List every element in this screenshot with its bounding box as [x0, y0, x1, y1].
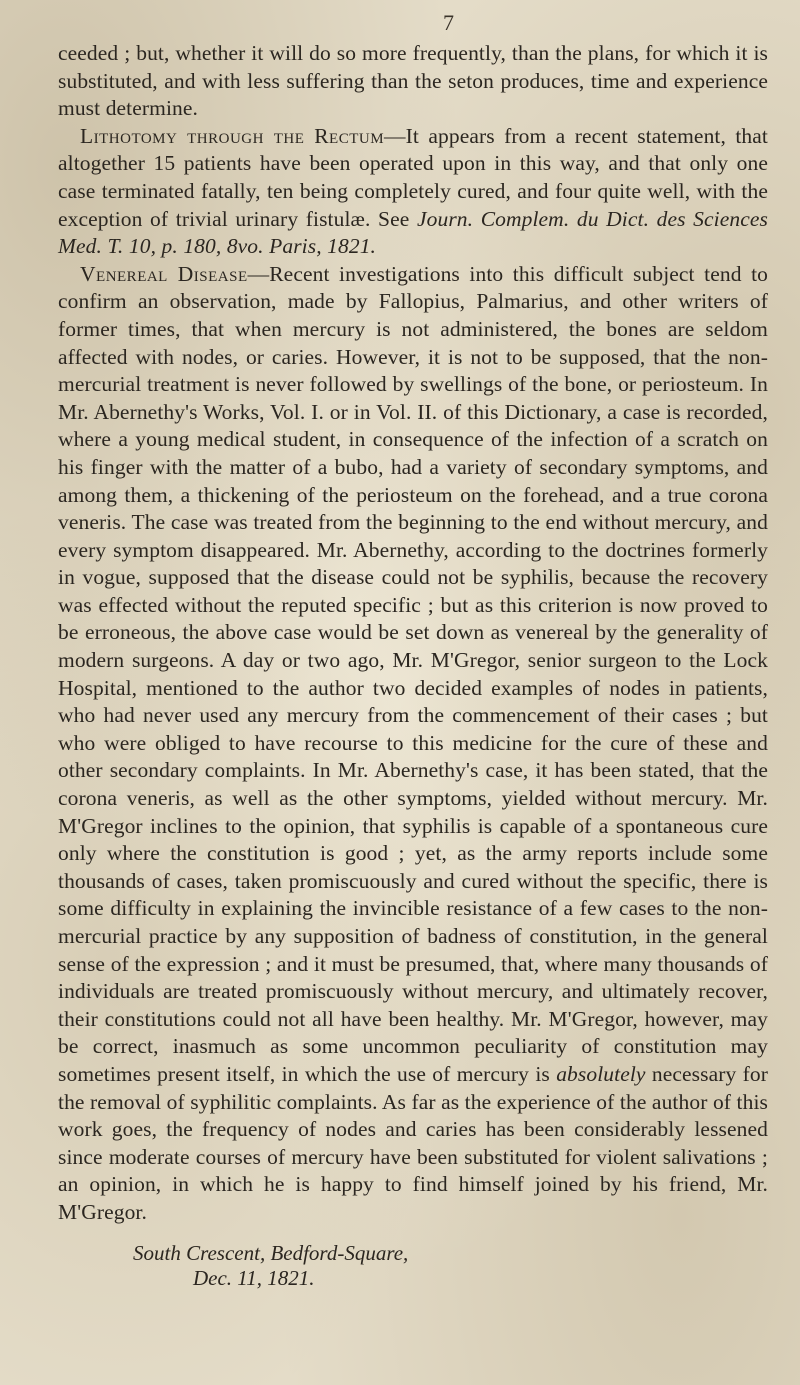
text-body — [58, 40, 768, 1227]
lithotomy-paragraph — [58, 123, 768, 261]
lithotomy-text: —It appears from a recent statement, that altogether 15 patients have been operated upon in this way, and that only one case terminated fatally, ten being completely cured, and four quite well, with the exception of trivial urinary fistulæ. See — [58, 123, 768, 231]
signature-address: South Crescent, Bedford-Square, — [133, 1240, 409, 1265]
venereal-text-end: necessary for the removal of syphilitic complaints. As far as the experience of the author of this work goes, the frequency of nodes and caries has been considerably lessened since moderate courses of mercury have been substituted for violent salivations ; an opinion, in which he is happy to find himself joined by his friend, Mr. M'Gregor. — [58, 1061, 768, 1224]
lithotomy-citation: Journ. Complem. du Dict. des Sciences Med. T. 10, p. 180, 8vo. Paris, 1821. — [58, 206, 768, 259]
lithotomy-heading: Lithotomy through the Rectum — [80, 123, 385, 148]
venereal-paragraph — [58, 261, 768, 1227]
signature-date: Dec. 11, 1821. — [193, 1265, 315, 1290]
venereal-emphasis: absolutely — [556, 1061, 646, 1086]
document-page — [58, 8, 768, 1291]
venereal-heading: Venereal Disease — [80, 261, 248, 286]
signature-block — [133, 1241, 768, 1291]
page-mark: 7 — [443, 10, 454, 35]
venereal-text: —Recent investigations into this difficult subject tend to confirm an observation, made by Fallopius, Palmarius, and other writers of former times, that when mercury is not administered, the bones are seldom affected with nodes, or caries. However, it is not to be supposed, that the non-mercurial treatment is never followed by swellings of the bone, or periosteum. In Mr. Abernethy's Works, Vol. I. or in Vol. II. of this Dictionary, a case is recorded, where a young medical student, in consequence of the infection of a scratch on his finger with the matter of a bubo, had a variety of secondary symptoms, and among them, a thickening of the periosteum on the forehead, and a true corona veneris. The case was treated from the beginning to the end without mercury, and every symptom disappeared. Mr. Abernethy, according to the doctrines formerly in vogue, supposed that the disease could not be syphilis, because the recovery was effected without the reputed specific ; but as this criterion is now proved to be erroneous, the above case would be set down as venereal by the generality of modern surgeons. A day or two ago, Mr. M'Gregor, senior surgeon to the Lock Hospital, mentioned to the author two decided examples of nodes in patients, who had never used any mercury from the commencement of their cases ; but who were obliged to have recourse to this medicine for the cure of these and other secondary complaints. In Mr. Abernethy's case, it has been stated, that the corona veneris, as well as the other symptoms, yielded without mercury. Mr. M'Gregor inclines to the opinion, that syphilis is capable of a spontaneous cure only where the constitution is good ; yet, as the army reports include some thousands of cases, taken promiscuously and cured without the specific, there is some difficulty in explaining the invincible resistance of a few cases to the non-mercurial practice by any supposition of badness of constitution, in the general sense of the expression ; and it must be presumed, that, where many thousands of individuals are treated promiscuously without mercury, and ultimately recover, their constitutions could not all have been healthy. Mr. M'Gregor, however, may be correct, inasmuch as some uncommon peculiarity of constitution may sometimes present itself, in which the use of mercury is — [58, 261, 768, 1086]
continuation-paragraph: ceeded ; but, whether it will do so more frequently, than the plans, for which it is substituted, and with less suffering than the seton produces, time and experience must determine. — [58, 41, 768, 121]
